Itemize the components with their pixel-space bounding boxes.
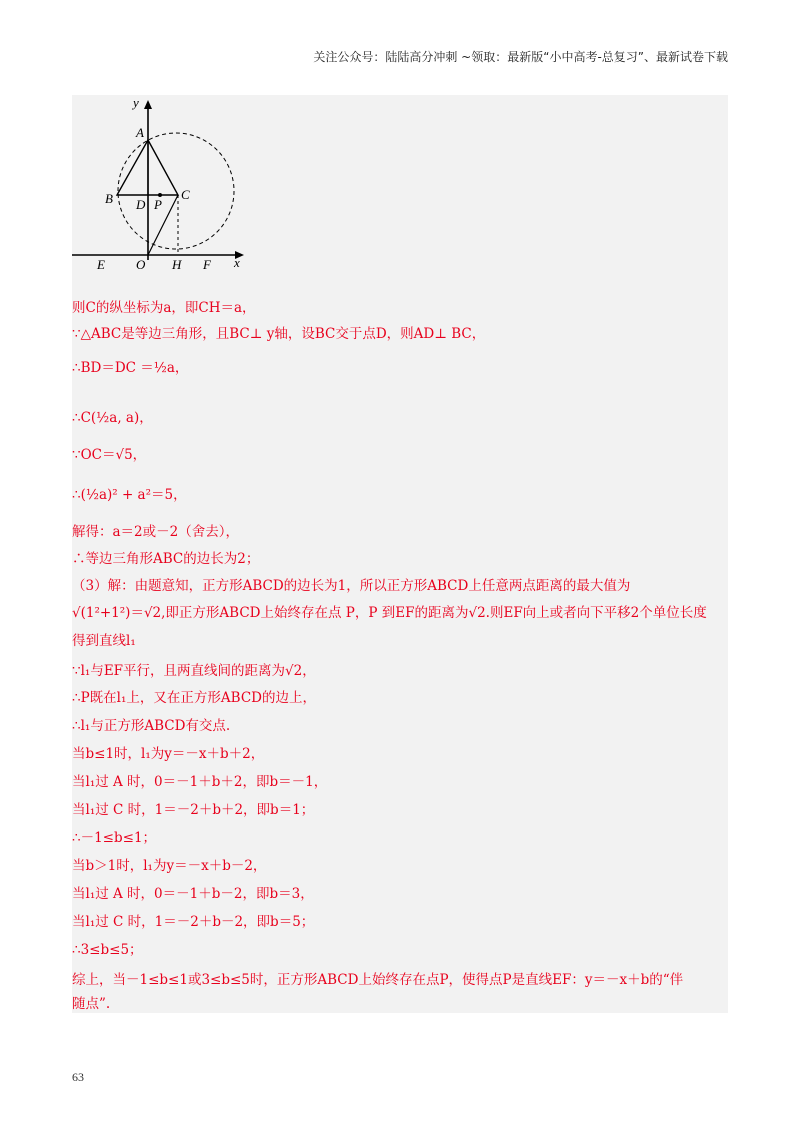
solution-line: 当l₁过 A 时，0＝－1＋b＋2，即b＝－1， [72,774,328,790]
solution-panel [72,95,728,1013]
solution-line: ∴C(½a, a)， [72,410,153,426]
solution-line: ∴等边三角形ABC的边长为2； [72,551,260,567]
label-y: y [133,95,139,110]
label-h: H [172,257,182,272]
solution-line: ∵OC＝√5， [72,447,147,463]
y-axis-arrow [144,100,152,109]
label-o: O [136,257,146,272]
label-c: C [181,187,190,202]
label-x: x [234,255,240,270]
solution-line: ∴(½a)² + a²＝5， [72,487,187,503]
solution-line: 随点”. [72,996,111,1012]
solution-line: 当b≤1时，l₁为y＝－x＋b＋2， [72,746,265,762]
solution-line: 当l₁过 C 时，1＝－2＋b＋2，即b＝1； [72,802,315,818]
solution-line: ∴l₁与正方形ABCD有交点. [72,718,231,734]
solution-line: √(1²+1²)＝√2,即正方形ABCD上始终存在点 P，P 到EF的距离为√2.则EF向上或者向下平移2个单位长度 [72,605,707,621]
solution-line: 得到直线l₁ [72,633,136,649]
label-e: E [97,257,105,272]
solution-line: ∵△ABC是等边三角形，且BC⊥ y轴，设BC交于点D，则AD⊥ BC， [72,326,486,342]
solution-line: 当b＞1时，l₁为y＝－x＋b－2， [72,858,267,874]
solution-line: ∴－1≤b≤1； [72,830,157,846]
page-header: 关注公众号：陆陆高分冲刺 ~领取：最新版“小中高考-总复习”、最新试卷下载 [313,50,728,64]
solution-line: ∴3≤b≤5； [72,942,143,958]
label-f: F [203,257,211,272]
solution-line: ∵l₁与EF平行，且两直线间的距离为√2， [72,663,316,679]
solution-line: 解得：a＝2或－2（舍去）， [72,524,239,540]
label-b: B [105,191,113,206]
label-p: P [154,197,162,212]
solution-line: 当l₁过 A 时，0＝－1＋b－2，即b＝3， [72,886,314,902]
solution-line: 则C的纵坐标为a，即CH＝a， [72,300,256,316]
solution-line: ∴BD＝DC ＝½a， [72,360,189,376]
solution-line: ∴P既在l₁上，又在正方形ABCD的边上， [72,690,316,706]
page-number: 63 [72,1070,84,1084]
label-a: A [136,125,144,140]
segment-oc [148,195,178,255]
geometry-figure [72,95,272,290]
label-d: D [136,197,146,212]
solution-line: 当l₁过 C 时，1＝－2＋b－2，即b＝5； [72,914,315,930]
solution-line: （3）解：由题意知，正方形ABCD的边长为1，所以正方形ABCD上任意两点距离的最大值为 [72,578,631,594]
solution-line: 综上，当－1≤b≤1或3≤b≤5时，正方形ABCD上始终存在点P，使得点P是直线EF：y＝－x＋b的“伴 [72,972,684,988]
